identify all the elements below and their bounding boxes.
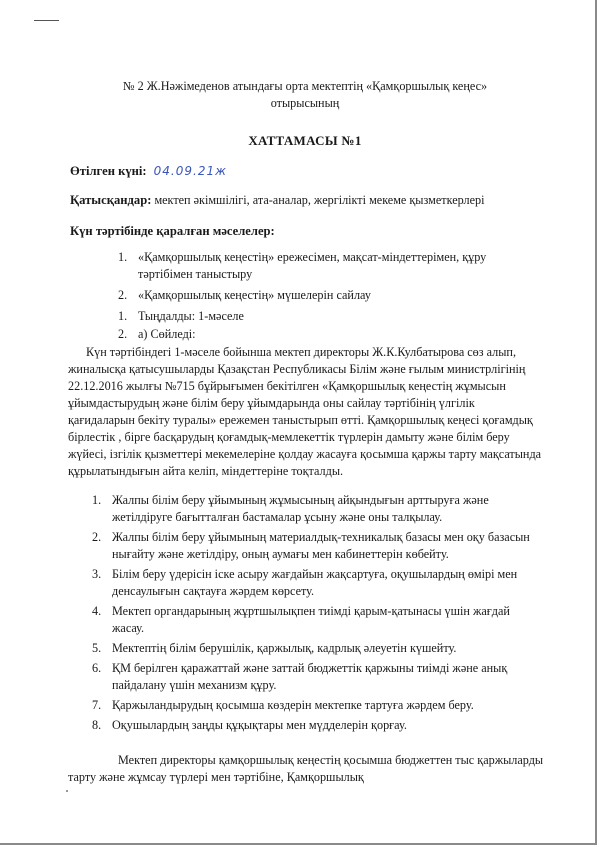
agenda-item-text: «Қамқоршылық кеңестің» ережесімен, мақсат-міндеттерімен, құру тәртібімен таныстыру (138, 250, 487, 281)
document-header (70, 78, 540, 112)
date-label: Өтілген күні: (70, 164, 147, 178)
goals-list (70, 492, 540, 734)
agenda-item-text: а) Сөйледі: (138, 327, 196, 341)
document-title: ХАТТАМАСЫ №1 (248, 133, 362, 148)
goal-item (70, 603, 540, 637)
goal-item-text: Қаржыландырудың қосымша көздерін мектепке тартуға жәрдем беру. (112, 698, 474, 713)
goal-item (70, 660, 540, 694)
header-line-1: № 2 Ж.Нәжімеденов атындағы орта мектептің «Қамқоршылық кеңес» (122, 79, 488, 93)
goal-item-number: 1. (92, 493, 102, 508)
goal-item-number: 2. (92, 530, 102, 545)
goal-item (70, 640, 540, 657)
agenda-item-number: 1. (118, 309, 128, 323)
agenda-item (70, 308, 540, 325)
goal-item-text: Жалпы білім беру ұйымының жұмысының айқындығын арттыруға және жетілдіруге бағытталған бастамалар ұсыну және оны талқылау. (112, 493, 489, 525)
agenda-item-number: 1. (118, 250, 128, 264)
goal-item (70, 566, 540, 600)
closing-paragraph: Мектеп директоры қамқоршылық кеңестің қосымша бюджеттен тыс қаржыларды тарту және жұмсау түрлері мен тәртібіне, Қамқоршылық (68, 753, 544, 785)
goal-item-number: 3. (92, 567, 102, 582)
goal-item-text: ҚМ берілген қаражаттай және заттай бюджеттік қаржыны тиімді және анық пайдалану үшін механизм құру. (112, 661, 508, 693)
goal-item-text: Мектептің білім берушілік, қаржылық, кадрлық әлеуетін күшейту. (112, 641, 457, 656)
goal-item-text: Білім беру үдерісін іске асыру жағдайын жақсартуға, оқушылардың өмірі мен денсаулығын сақтауға жәрдем көрсету. (112, 567, 518, 599)
goal-item-number: 8. (92, 718, 102, 733)
scan-mark (34, 20, 59, 21)
goal-item (70, 529, 540, 563)
agenda-item (70, 326, 540, 343)
date-value: 04.09.21ж (153, 164, 227, 178)
agenda-item-text: «Қамқоршылық кеңестің» мүшелерін сайлау (138, 288, 371, 302)
goal-item (70, 697, 540, 714)
goal-item-number: 5. (92, 641, 102, 656)
agenda-heading: Күн тәртібінде қаралған мәселелер: (70, 224, 275, 238)
main-paragraph: Күн тәртібіндегі 1-мәселе бойынша мектеп директоры Ж.К.Кулбатырова сөз алып, жиналысқа қатысушыларды Қазақстан Республикасы Білім және ғылым министрлігінің 22.12.2016 жылғы №715 бұйрығымен бекітілген «Қамқоршылық кеңестің жұмысын ұйымдастырудың және білім беру ұйымдарында оны сайлау тәртібінің үлгілік қағидаларын бекіту туралы» ережемен таныстырып өтті. Қамқоршылық кеңесі қоғамдық бірлестік , бірге басқарудың қоғамдық-мемлекеттік түрлерін дамыту және білім беру жүйесі, ізгілік қызметтері мекемелеріне қолдау жасауға қосымша қаржы тарту мақсатында құрылатындығын айта келіп, міндеттеріне тоқталды. (68, 345, 542, 478)
agenda-item (70, 287, 540, 304)
agenda-item-text: Тыңдалды: 1-мәселе (138, 309, 244, 323)
participants-line (70, 192, 540, 209)
participants-label: Қатысқандар: (70, 193, 152, 207)
document-content (68, 78, 544, 798)
goal-item-text: Оқушылардың заңды құқықтары мен мүдделерін қорғау. (112, 718, 407, 733)
goal-item (70, 492, 540, 526)
goal-item-text: Жалпы білім беру ұйымының материалдық-техникалық базасы мен оқу базасын нығайту және жетілдіру, оның аумағы мен кабинеттерін көбейту. (112, 530, 530, 562)
goal-item-number: 6. (92, 661, 102, 676)
goal-item-text: Мектеп органдарының жұртшылықпен тиімді қарым-қатынасы үшін жағдай жасау. (112, 604, 510, 636)
agenda-list (70, 249, 540, 343)
participants-text: мектеп әкімшілігі, ата-аналар, жергілікті мекеме қызметкерлері (151, 193, 485, 207)
agenda-item (70, 249, 540, 283)
goal-item-number: 7. (92, 698, 102, 713)
agenda-item-number: 2. (118, 327, 128, 341)
scan-dot (66, 790, 68, 792)
header-line-2: отырысының (270, 96, 340, 110)
agenda-item-number: 2. (118, 288, 128, 302)
goal-item (70, 717, 540, 734)
goal-item-number: 4. (92, 604, 102, 619)
date-line (70, 163, 540, 180)
